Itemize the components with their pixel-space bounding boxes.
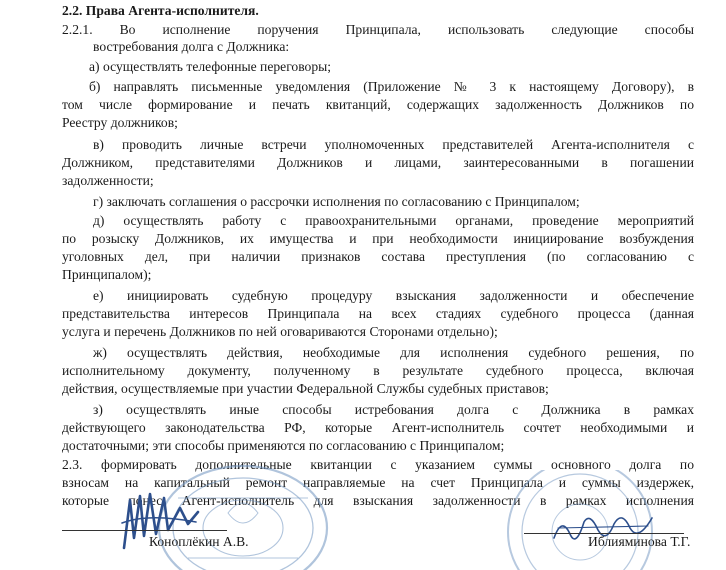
item-z-line-2: действующего законодательства РФ, которые Агент-исполнитель сочтет необходимыми и (62, 420, 694, 435)
clause-2-3-line-3: которые понес Агент-исполнитель для взыскания задолженности в рамках исполнения (62, 493, 694, 508)
item-v-line-2: Должником, представителями Должников и лицами, заинтересованными в погашении (62, 155, 694, 170)
clause-2-3-line-2: взносам на капитальный ремонт направляемые на счет Принципала и суммы издержек, (62, 475, 694, 490)
item-zh-line-3: действия, осуществляемые при участии Федеральной Службы судебных приставов; (62, 381, 549, 396)
item-a: а) осуществлять телефонные переговоры; (89, 59, 332, 74)
item-zh-line-2: исполнительному документу, полученному в результате судебного процесса, включая (62, 363, 694, 378)
clause-2-3-line-1: 2.3. формировать дополнительные квитанции с указанием суммы основного долга по (62, 457, 694, 472)
item-d-line-2: по розыску Должников, их имущества и при необходимости инициирование возбуждения (62, 231, 694, 246)
item-d-line-4: Принципалом); (62, 267, 152, 282)
clause-2-2-1-line-1: 2.2.1. Во исполнение поручения Принципала, использовать следующие способы (62, 22, 694, 37)
item-d-line-3: уголовных дел, при наличии признаков состава преступления (по согласованию с (62, 249, 694, 264)
item-e-line-2: представительства интересов Принципала на всех стадиях судебного процесса (данная (62, 306, 694, 321)
item-z-line-1: з) осуществлять иные способы истребования долга с Должника в рамках (93, 402, 694, 417)
item-b-line-1: б) направлять письменные уведомления (Приложение № 3 к настоящему Договору), в (89, 79, 694, 94)
item-v-line-3: задолженности; (62, 173, 154, 188)
right-signatory-name: Иблияминова Т.Г. (588, 534, 691, 549)
item-b-line-3: Реестру должников; (62, 115, 178, 130)
item-e-line-1: е) инициировать судебную процедуру взыскания задолженности и обеспечение (93, 288, 694, 303)
item-b-line-2: том числе формирование и печать квитанций, содержащих задолженность Должников по (62, 97, 694, 112)
item-d-line-1: д) осуществлять работу с правоохранительными органами, проведение мероприятий (93, 213, 694, 228)
item-zh-line-1: ж) осуществлять действия, необходимые для исполнения судебного решения, по (93, 345, 694, 360)
left-signature-line (62, 530, 227, 531)
left-signatory-name: Коноплёкин А.В. (149, 534, 249, 549)
item-e-line-3: услуга и перечень Должников по ней оговариваются Сторонами отдельно); (62, 324, 498, 339)
item-v-line-1: в) проводить личные встречи уполномоченных представителей Агента-исполнителя с (93, 137, 694, 152)
clause-2-2-1-line-2: востребования долга с Должника: (93, 39, 290, 54)
item-z-line-3: достаточными; эти способы применяются по согласованию с Принципалом; (62, 438, 505, 453)
section-heading: 2.2. Права Агента-исполнителя. (62, 3, 259, 18)
item-g: г) заключать соглашения о рассрочки исполнения по согласованию с Принципалом; (93, 194, 580, 209)
